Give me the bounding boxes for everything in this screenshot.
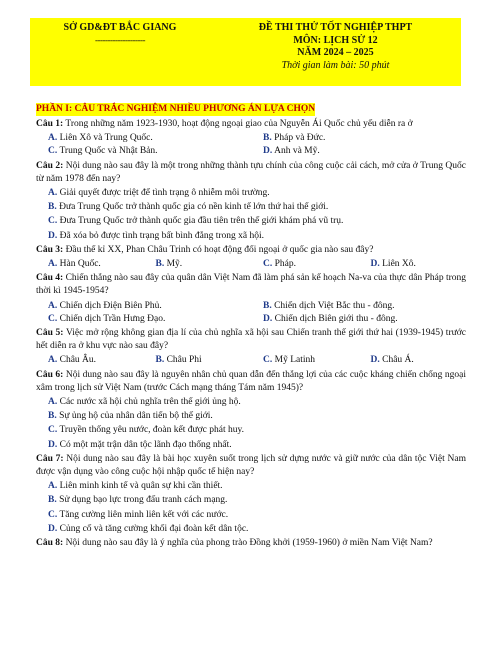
option-text: Có một mặt trận dân tộc lãnh đạo thống nhất. — [57, 439, 232, 450]
option-text: Củng cố và tăng cường khối đại đoàn kết dân tộc. — [57, 523, 249, 534]
question-3 — [36, 244, 466, 257]
option-text: Anh và Mỹ. — [272, 146, 320, 157]
question-5-options — [36, 354, 466, 367]
option-letter: C. — [48, 146, 58, 157]
option-a[interactable] — [36, 258, 144, 271]
option-text: Châu Á. — [379, 355, 414, 366]
option-b[interactable] — [144, 354, 252, 367]
option-letter: A. — [48, 355, 58, 366]
option-letter: D. — [370, 259, 380, 270]
option-a[interactable] — [36, 187, 466, 200]
question-5 — [36, 327, 466, 353]
option-text: Đưa Trung Quốc trở thành quốc gia đầu tiên trên thế giới khám phá vũ trụ. — [57, 216, 344, 227]
question-number: Câu 7: — [36, 453, 64, 464]
question-text: Nội dung nào sau đây là một trong những thành tựu chính của công cuộc cải cách, mở cửa ở Trung Quốc từ năm 1978 đến nay? — [36, 160, 466, 184]
option-text: Liên Xô và Trung Quốc. — [57, 133, 153, 144]
option-letter: B. — [48, 495, 57, 506]
option-letter: D. — [263, 146, 273, 157]
option-letter: A. — [48, 133, 58, 144]
option-b[interactable] — [251, 132, 466, 145]
question-4-options — [36, 300, 466, 326]
option-text: Sự ủng hộ của nhân dân tiến bộ thế giới. — [56, 411, 213, 422]
question-text: Trong những năm 1923-1930, hoạt động ngoại giao của Nguyễn Ái Quốc chủ yếu diễn ra ở — [63, 119, 413, 129]
option-a[interactable] — [36, 300, 251, 313]
option-text: Sử dụng bạo lực trong đấu tranh cách mạng. — [56, 495, 228, 506]
question-text: Nội dung nào sau đây là ý nghĩa của phong trào Đồng khởi (1959-1960) ở miền Nam Việt Nam? — [63, 538, 433, 549]
question-number: Câu 5: — [36, 328, 64, 339]
option-text: Liên minh kinh tế và quân sự khi cần thiết. — [57, 481, 223, 492]
option-text: Chiến dịch Điện Biên Phủ. — [57, 300, 162, 311]
question-4 — [36, 272, 466, 298]
option-letter: A. — [48, 300, 58, 311]
option-text: Hàn Quốc. — [57, 259, 101, 270]
question-text: Đầu thế kỉ XX, Phan Châu Trinh có hoạt động đối ngoại ở quốc gia nào sau đây? — [63, 244, 374, 255]
option-d[interactable] — [36, 439, 466, 452]
option-text: Tăng cường liên minh liên kết với các nước. — [57, 509, 229, 520]
option-c[interactable] — [36, 509, 466, 522]
option-text: Pháp. — [272, 259, 296, 270]
option-text: Chiến dịch Biên giới thu - đông. — [272, 313, 398, 324]
option-letter: C. — [48, 509, 58, 520]
option-b[interactable] — [36, 494, 466, 507]
option-letter: C. — [48, 425, 58, 436]
option-letter: B. — [263, 133, 272, 144]
header-left-block — [30, 22, 210, 46]
option-text: Giải quyết được triệt để tình trạng ô nhiễm môi trường. — [57, 188, 270, 199]
option-text: Mỹ. — [164, 259, 183, 270]
option-text: Chiến dịch Trần Hưng Đạo. — [57, 313, 166, 324]
exam-header — [30, 18, 461, 86]
exam-subject: MÔN: LỊCH SỬ 12 — [293, 34, 378, 46]
option-text: Châu Âu. — [57, 355, 97, 366]
option-text: Trung Quốc và Nhật Bản. — [57, 146, 158, 157]
option-letter: B. — [263, 300, 272, 311]
option-text: Châu Phi — [164, 355, 202, 366]
question-text: Việc mở rộng không gian địa lí của chủ nghĩa xã hội sau Chiến tranh thế giới thứ hai (1939-1945) trước hết diễn ra ở khu vực nào sau đây? — [36, 328, 467, 352]
option-text: Đã xóa bỏ được tình trạng bất bình đẳng trong xã hội. — [57, 230, 264, 241]
option-text: Pháp và Đức. — [271, 133, 326, 144]
option-d[interactable] — [36, 230, 466, 243]
option-c[interactable] — [251, 354, 359, 367]
option-letter: C. — [48, 313, 58, 324]
option-a[interactable] — [36, 396, 466, 409]
question-6 — [36, 369, 466, 395]
option-b[interactable] — [144, 258, 252, 271]
question-text: Nội dung nào sau đây là bài học xuyên suốt trong lịch sử dựng nước và giữ nước của dân tộc Việt Nam được vận dụng vào công cuộc hội nhập quốc tế hiện nay? — [36, 453, 466, 478]
part-title: PHẦN I: CÂU TRẮC NGHIỆM NHIỀU PHƯƠNG ÁN LỰA CHỌN — [36, 104, 316, 114]
option-text: Đưa Trung Quốc trở thành quốc gia có nền kinh tế lớn thứ hai thế giới. — [56, 202, 329, 213]
option-d[interactable] — [36, 523, 466, 536]
question-2-options — [36, 187, 466, 243]
question-number: Câu 2: — [36, 160, 64, 171]
option-letter: C. — [48, 216, 58, 227]
option-letter: A. — [48, 259, 58, 270]
option-letter: A. — [48, 481, 58, 492]
header-right-block — [210, 22, 461, 72]
option-text: Chiến dịch Việt Bắc thu - đông. — [271, 300, 395, 311]
question-7-options — [36, 480, 466, 536]
option-letter: D. — [48, 523, 58, 534]
option-c[interactable] — [36, 424, 466, 437]
option-text: Các nước xã hội chủ nghĩa trên thế giới ủng hộ. — [57, 397, 241, 408]
exam-year: NĂM 2024 – 2025 — [297, 47, 374, 58]
option-b[interactable] — [251, 300, 466, 313]
option-letter: B. — [155, 259, 165, 270]
option-b[interactable] — [36, 410, 466, 423]
option-letter: D. — [48, 230, 58, 241]
option-letter: B. — [155, 355, 165, 366]
option-d[interactable] — [251, 145, 466, 158]
option-c[interactable] — [251, 258, 359, 271]
option-b[interactable] — [36, 201, 466, 214]
exam-title: ĐỀ THI THỬ TỐT NGHIỆP THPT — [258, 22, 413, 33]
option-letter: D. — [48, 439, 58, 450]
option-c[interactable] — [36, 215, 466, 228]
option-letter: B. — [48, 411, 57, 422]
option-text: Liên Xô. — [379, 259, 416, 270]
option-letter: A. — [48, 397, 58, 408]
option-letter: D. — [263, 313, 273, 324]
question-1-options — [36, 132, 466, 158]
question-text: Chiến thắng nào sau đây của quân dân Việt Nam đã làm phá sản kế hoạch Na-va của thực dân Pháp trong thời kì 1945-1954? — [36, 273, 466, 297]
department-name: SỞ GD&ĐT BẮC GIANG — [63, 22, 177, 33]
option-letter: C. — [263, 355, 273, 366]
option-a[interactable] — [36, 480, 466, 493]
option-c[interactable] — [36, 145, 251, 158]
option-a[interactable] — [36, 132, 251, 145]
option-letter: D. — [370, 355, 380, 366]
exam-content — [36, 103, 466, 551]
department-underline: -------------------- — [95, 35, 145, 45]
question-8 — [36, 537, 466, 550]
question-6-options — [36, 396, 466, 452]
option-letter: B. — [48, 202, 57, 213]
option-text: Truyền thống yêu nước, đoàn kết được phát huy. — [57, 425, 244, 436]
option-a[interactable] — [36, 354, 144, 367]
option-letter: A. — [48, 188, 58, 199]
question-text: Nội dung nào sau đây là nguyên nhân chủ quan dẫn đến thắng lợi của các cuộc kháng chiến chống ngoại xâm trong lịch sử Việt Nam (trước Cách mạng tháng Tám năm 1945)? — [36, 369, 466, 393]
option-text: Mỹ Latinh — [272, 355, 315, 366]
option-d[interactable] — [359, 354, 467, 367]
question-3-options — [36, 258, 466, 271]
question-1 — [36, 118, 466, 131]
option-d[interactable] — [359, 258, 467, 271]
question-2 — [36, 160, 466, 186]
question-number: Câu 8: — [36, 538, 64, 549]
question-number: Câu 3: — [36, 244, 64, 255]
option-d[interactable] — [251, 313, 466, 326]
question-number: Câu 4: — [36, 273, 64, 284]
option-c[interactable] — [36, 313, 251, 326]
option-letter: C. — [263, 259, 273, 270]
question-7 — [36, 453, 466, 479]
question-number: Câu 1: — [36, 119, 64, 129]
question-number: Câu 6: — [36, 369, 64, 380]
exam-time: Thời gian làm bài: 50 phút — [281, 59, 390, 71]
